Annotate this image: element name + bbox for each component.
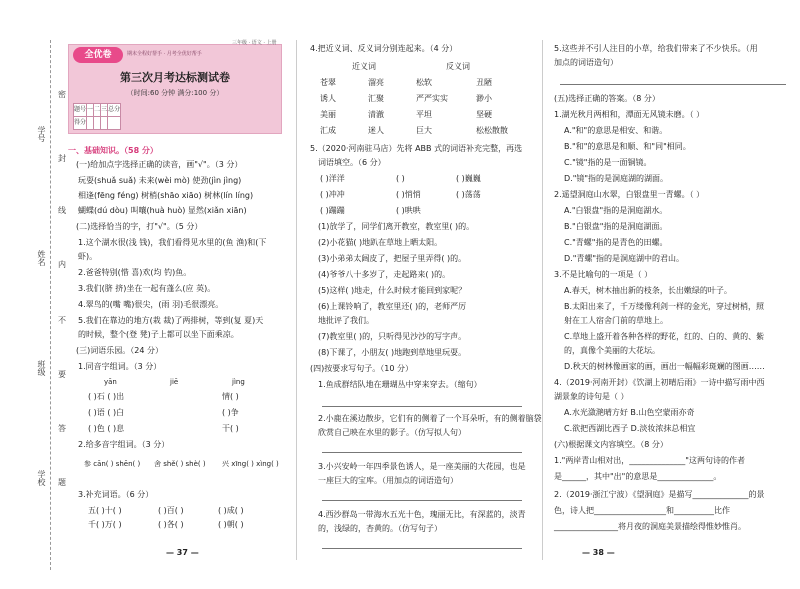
question: 4.（2019·河南开封）《饮湖上初晴后雨》一诗中描写雨中西 — [554, 378, 765, 387]
fill-blank[interactable]: ( )悄悄 — [396, 190, 421, 199]
fill-blank[interactable]: ( )百( ) — [158, 506, 184, 515]
option[interactable]: B."和"的意思是和顺、和"同"相同。 — [564, 142, 691, 151]
option[interactable]: D."镜"指的是洞庭湖的湖面。 — [564, 174, 669, 183]
seal-char: 密 — [58, 90, 66, 99]
fill-blank[interactable]: ( )荡荡 — [456, 190, 481, 199]
question-text: 加点的词语造句） — [554, 58, 618, 67]
fill-blank[interactable]: ( )哄哄 — [396, 206, 421, 215]
seal-char: 要 — [58, 370, 66, 379]
question: 3.小兴安岭一年四季景色诱人，是一座美丽的大花园，也是 — [318, 462, 526, 471]
margin-label-name: 姓名 — [37, 250, 46, 266]
answer-line[interactable] — [322, 548, 522, 549]
column-2 — [306, 0, 542, 589]
word: 丑陋 — [476, 78, 492, 87]
option[interactable]: C."青螺"指的是青色的田螺。 — [564, 238, 668, 247]
score-head: 三 — [101, 104, 108, 117]
question-text: 5.（2020·河南驻马店）先将 ABB 式的词语补充完整，再选 — [310, 144, 523, 153]
fill-blank[interactable]: 干( ) — [222, 424, 239, 433]
seal-char: 封 — [58, 154, 66, 163]
question-text: 词语填空。（6 分） — [318, 158, 386, 167]
score-head: 一 — [87, 104, 94, 117]
question: (一)给加点字选择正确的读音，画"√"。（3 分） — [76, 160, 243, 169]
column-3 — [550, 0, 796, 589]
fill-blank[interactable]: ( ) — [396, 174, 405, 183]
word: 汇成 — [320, 126, 336, 135]
fill-sentence[interactable]: (4)爷爷八十多岁了，走起路来( )的。 — [318, 270, 451, 279]
logo: 全优卷 — [73, 47, 123, 63]
question: 4.西沙群岛一带海水五光十色，瑰丽无比，有深蓝的，淡青 — [318, 510, 526, 519]
question-text: 的时候，整个(登 凳)子上都可以坐下面乘凉。 — [78, 330, 239, 339]
fill-sentence: 地批评了我们。 — [318, 316, 374, 325]
seal-char: 不 — [58, 316, 66, 325]
option: 的，真像个美丽的大花坛。 — [564, 346, 660, 355]
question: 1.同音字组词。（3 分） — [78, 362, 162, 371]
question: 2.遥望洞庭山水翠，白银盘里一青螺。（ ） — [554, 190, 705, 199]
fill-blank[interactable]: 参 cān( ) shēn( ) — [84, 460, 141, 468]
question: 5.这些并不引人注目的小草，给我们带来了不少快乐。（用 — [554, 44, 758, 53]
answer-line[interactable] — [322, 452, 522, 453]
section-title: (四)按要求写句子。（10 分） — [310, 364, 413, 373]
word: 溜亮 — [368, 78, 384, 87]
fill-sentence[interactable]: 2.（2019·浙江宁波）《望洞庭》是描写______________的景 — [554, 490, 765, 499]
word: 迷人 — [368, 126, 384, 135]
fill-blank[interactable]: ( )成( ) — [218, 506, 244, 515]
column-divider — [542, 40, 543, 560]
word: 渺小 — [476, 94, 492, 103]
score-label: 得分 — [74, 117, 87, 130]
seal-char: 题 — [58, 478, 66, 487]
word: 松松散散 — [476, 126, 508, 135]
fill-sentence[interactable]: (8)下课了，小朋友( )地跑到草地里玩耍。 — [318, 348, 467, 357]
option[interactable]: D."青螺"指的是洞庭湖中的君山。 — [564, 254, 685, 263]
option[interactable]: C.草地上盛开着各种各样的野花，红的、白的、黄的、紫 — [564, 332, 765, 341]
option[interactable]: A.水光潋滟晴方好 B.山色空蒙雨亦奇 — [564, 408, 695, 417]
fill-sentence[interactable]: 色，诗人把__________________和__________比作 — [554, 506, 730, 515]
word: 坚硬 — [476, 110, 492, 119]
word: 汇聚 — [368, 94, 384, 103]
fill-blank[interactable]: ( )洋洋 — [320, 174, 345, 183]
seal-char: 内 — [58, 260, 66, 269]
fill-sentence[interactable]: (7)教室里( )的，只听得见沙沙的写字声。 — [318, 332, 467, 341]
fill-blank[interactable]: ( )色 ( )息 — [88, 424, 125, 433]
section-title: (六)根据课文内容填空。（8 分） — [554, 440, 668, 449]
margin-label-id: 学号 — [37, 126, 46, 142]
margin-label-class: 班级 — [37, 360, 46, 376]
option[interactable]: B."白银盘"指的是洞庭湖面。 — [564, 222, 668, 231]
fill-blank[interactable]: ( )争 — [222, 408, 239, 417]
margin-label-school: 学校 — [37, 470, 46, 486]
question-text: 一座巨大的宝库。（用加点的词语造句） — [318, 476, 458, 485]
seal-char: 线 — [58, 206, 66, 215]
question-text: 5.我们在靠边的地方(栽 裁)了两排树，等到(复 夏)天 — [78, 316, 264, 325]
page-number: — 37 — — [166, 548, 199, 557]
question-text: 2.爸爸特别(惜 喜)欢(均 钓)鱼。 — [78, 268, 192, 277]
fill-blank[interactable]: ( )巍巍 — [456, 174, 481, 183]
question-text: 虾)。 — [78, 252, 98, 261]
question-text: 欣赏自己映在水里的影子。（仿写拟人句） — [318, 428, 466, 437]
question-text: 玩耍(shuǎ suǎ) 未来(wèi mò) 使劲(jìn jìng) — [78, 176, 242, 185]
question: 3.不是比喻句的一项是（ ） — [554, 270, 653, 279]
fill-blank[interactable]: 情( ) — [222, 392, 239, 401]
pinyin: jiē — [170, 378, 179, 386]
question-text: 湖景象的诗句是（ ） — [554, 392, 629, 401]
answer-line[interactable] — [322, 406, 522, 407]
answer-line[interactable] — [560, 84, 786, 85]
option[interactable]: C.欲把西湖比西子 D.淡妆浓抹总相宜 — [564, 424, 696, 433]
exam-info: （时间:60 分钟 满分:100 分） — [126, 89, 224, 97]
question-text: 4.翠鸟的(嘴 嘴)很尖，(雨 羽)毛很漂亮。 — [78, 300, 224, 309]
option[interactable]: B.太阳出来了，千万缕像利剑一样的金光，穿过树梢，照 — [564, 302, 765, 311]
word: 苍翠 — [320, 78, 336, 87]
fill-blank[interactable]: ( )石 ( )出 — [88, 392, 125, 401]
word: 清澈 — [368, 110, 384, 119]
question: 3.补充词语。（6 分） — [78, 490, 154, 499]
question-text: 蝴蝶(dú dòu) 叫嚷(huà huò) 显然(xiǎn xiān) — [78, 206, 247, 215]
fill-blank[interactable]: ( )朝( ) — [218, 520, 244, 529]
word: 松软 — [416, 78, 432, 87]
column-head: 近义词 — [352, 62, 376, 71]
fill-sentence[interactable]: (6)上课铃响了，教室里还( )的，老师严厉 — [318, 302, 467, 311]
fill-blank[interactable]: ( )各( ) — [158, 520, 184, 529]
question: 2.给多音字组词。（3 分） — [78, 440, 170, 449]
section-title: (五)选择正确的答案。（8 分） — [554, 94, 660, 103]
question: 1.鱼成群结队地在珊瑚丛中穿来穿去。（缩句） — [318, 380, 482, 389]
fill-sentence[interactable]: (2)小花猫( )地趴在草地上晒太阳。 — [318, 238, 443, 247]
fill-sentence[interactable]: 是______，其中"出"的意思是______________。 — [554, 472, 722, 481]
fill-sentence[interactable]: (5)这样( )地走，什么时候才能回到家呢？ — [318, 286, 467, 295]
word: 平坦 — [416, 110, 432, 119]
option[interactable]: A.春天，树木抽出新的枝条，长出嫩绿的叶子。 — [564, 286, 732, 295]
fill-blank[interactable]: ( )语 ( )白 — [88, 408, 125, 417]
word: 美丽 — [320, 110, 336, 119]
pinyin: jìng — [232, 378, 245, 386]
question-text: 相逢(fēng féng) 树梢(shāo xiāo) 树林(lín líng) — [78, 191, 254, 200]
column-1 — [68, 0, 290, 589]
fill-sentence[interactable]: 1."两岸青山相对出，______________"这两句诗的作者 — [554, 456, 745, 465]
word: 诱人 — [320, 94, 336, 103]
option[interactable]: C."镜"指的是一面铜镜。 — [564, 158, 652, 167]
fill-blank[interactable]: ( )蹦蹦 — [320, 206, 345, 215]
option: 射在工人宿舍门前的草地上。 — [564, 316, 668, 325]
score-head: 题号 — [74, 104, 87, 117]
score-head: 二 — [94, 104, 101, 117]
fill-blank[interactable]: 五( )十( ) — [88, 506, 122, 515]
question: 2.小鹿在溪边散步，它们有的侧着了一个耳朵听，有的侧着脑袋 — [318, 414, 542, 423]
column-divider — [296, 40, 297, 560]
pinyin: yān — [104, 378, 117, 386]
question: (三)词语乐园。（24 分） — [76, 346, 163, 355]
page-number: — 38 — — [582, 548, 615, 557]
section-title: 一、基础知识。（58 分） — [68, 146, 158, 155]
logo-subtitle: 期末全程好帮手 · 月考全优好帮手 — [127, 51, 202, 57]
cut-line — [50, 40, 51, 570]
fill-blank[interactable]: 千( )万( ) — [88, 520, 122, 529]
fill-blank[interactable]: ( )冲冲 — [320, 190, 345, 199]
fill-sentence[interactable]: (3)小弟弟太阔皮了，把屋子里弄得( )的。 — [318, 254, 467, 263]
column-head: 反义词 — [446, 62, 470, 71]
option[interactable]: A."和"的意思是相安、和谐。 — [564, 126, 668, 135]
grade-info: 三年级 · 语文 · 上册 — [232, 40, 277, 46]
score-head: 总分 — [108, 104, 121, 117]
option[interactable]: D.秋天的树林像画家的画，画出一幅幅彩斑斓的图画…… — [564, 362, 765, 371]
question-text: 的，浅绿的，杏黄的。（仿写句子） — [318, 524, 442, 533]
answer-line[interactable] — [322, 500, 522, 501]
question-text: 3.我们(脐 挤)坐在一起有蓬么(应 英)。 — [78, 284, 216, 293]
fill-blank[interactable]: 兴 xīng( ) xìng( ) — [222, 460, 279, 468]
word: 严严实实 — [416, 94, 448, 103]
question — [310, 144, 522, 154]
question-text: 1.这个湖水很(浅 钱)，我们看得见水里的(鱼 渔)和(下 — [78, 238, 267, 247]
fill-blank[interactable]: 舍 shě( ) shè( ) — [154, 460, 206, 468]
option[interactable]: A."白银盘"指的是洞庭湖水。 — [564, 206, 668, 215]
question: 1.湖光秋月两相和，潭面无风镜未磨。（ ） — [554, 110, 705, 119]
exam-title: 第三次月考达标测试卷 — [120, 71, 230, 84]
fill-sentence[interactable]: (1)放学了，同学们离开教室，教室里( )的。 — [318, 222, 475, 231]
fill-sentence[interactable]: ________________将月夜的洞庭美景描绘得惟妙惟肖。 — [554, 522, 746, 531]
word: 巨大 — [416, 126, 432, 135]
question: 4.把近义词、反义词分别连起来。（4 分） — [310, 44, 458, 53]
seal-char: 答 — [58, 424, 66, 433]
question: (二)选择恰当的字，打"√"。（5 分） — [76, 222, 203, 231]
